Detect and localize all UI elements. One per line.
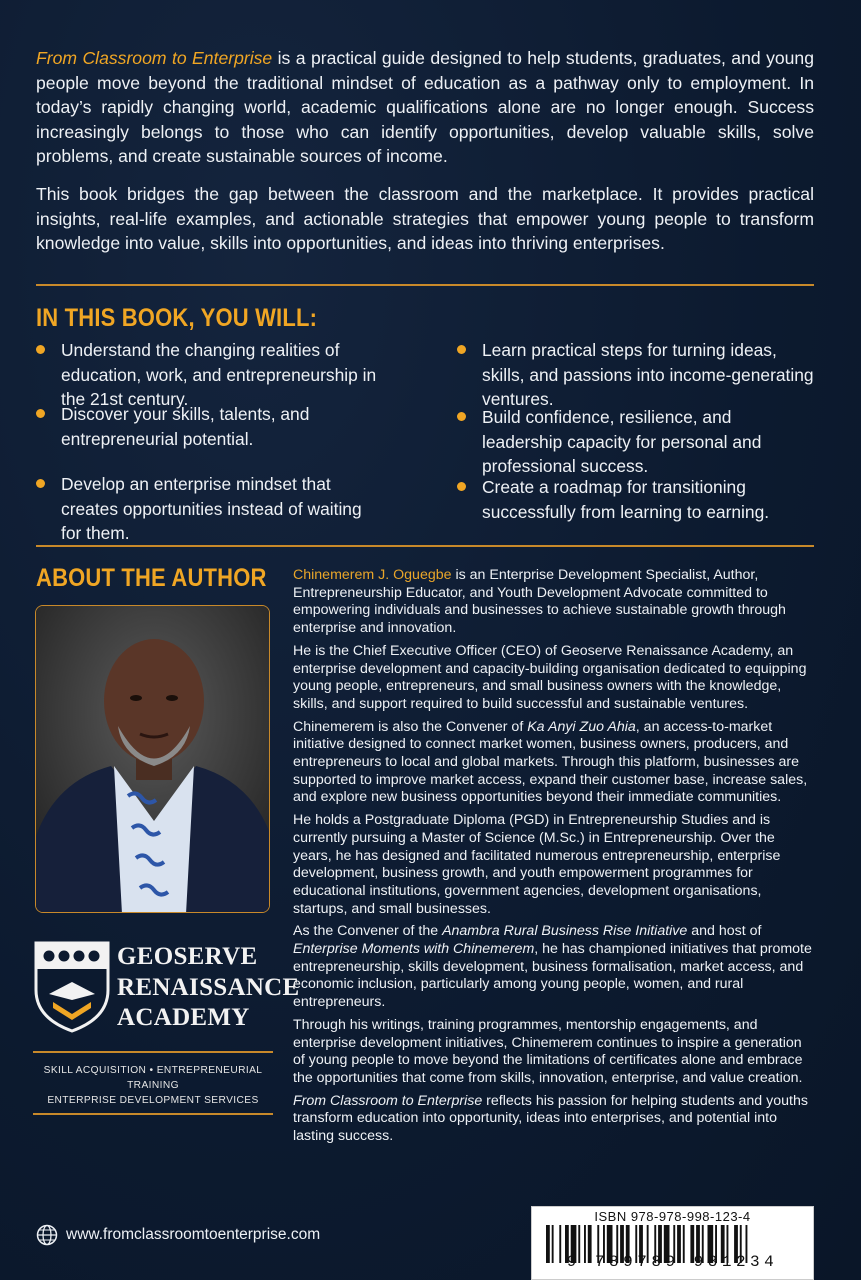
bio-paragraph: Chinemerem is also the Convener of Ka Anyi Zuo Ahia, an access-to-market initiative designed to connect market women, business owners, producers, and entrepreneurs to local and global markets. Through this platform, businesses are supported to improve market access, expand their customer base, increase sales, and explore new business opportunities beyond their immediate communities. — [293, 718, 808, 806]
author-portrait-icon — [36, 606, 270, 913]
isbn-digits: 9 789789 981234 — [566, 1253, 779, 1271]
bullet-dot-icon — [457, 482, 466, 491]
bullet-dot-icon — [36, 345, 45, 354]
academy-tagline: SKILL ACQUISITION • ENTREPRENEURIAL TRAINING ENTERPRISE DEVELOPMENT SERVICES — [43, 1065, 263, 1106]
bullet-item: Learn practical steps for turning ideas, skills, and passions into income-generating ventures. — [457, 338, 815, 412]
bullet-dot-icon — [457, 412, 466, 421]
intro-paragraph-2: This book bridges the gap between the classroom and the marketplace. It provides practical insights, real-life examples, and actionable strategies that empower young people to transform knowledge into value, skills into opportunities, and ideas into thriving enterprises. — [36, 183, 814, 254]
bio-paragraph: He is the Chief Executive Officer (CEO) of Geoserve Renaissance Academy, an enterprise development and capacity-building organisation dedicated to equipping young people, entrepreneurs, and small business owners with the knowledge, skills, and support required to build successful and sustainable ventures. — [293, 642, 807, 712]
divider — [33, 1051, 273, 1053]
website-link[interactable]: www.fromclassroomtoenterprise.com — [66, 1226, 321, 1243]
bullet-dot-icon — [36, 409, 45, 418]
bullet-item: Create a roadmap for transitioning successfully from learning to earning. — [457, 475, 815, 524]
academy-name: GEOSERVE RENAISSANCE ACADEMY — [117, 943, 300, 1031]
bullet-dot-icon — [36, 479, 45, 488]
in-this-book-heading: IN THIS BOOK, YOU WILL: — [36, 304, 318, 332]
bullet-item: Discover your skills, talents, and entrepreneurial potential. — [36, 402, 336, 451]
bio-paragraph: From Classroom to Enterprise reflects his passion for helping students and youths transform education into opportunity, ideas into enterprises, and potential into lasting success. — [293, 1092, 808, 1145]
divider — [36, 284, 814, 286]
bullet-item: Develop an enterprise mindset that creates opportunities instead of waiting for them. — [36, 472, 381, 546]
shield-logo-icon — [33, 940, 111, 1034]
bio-paragraph: Through his writings, training programmes, mentorship engagements, and enterprise development initiatives, Chinemerem continues to inspire a generation of young people to move beyond the limitations of certificates alone and embrace the opportunities that come from skills, innovation, enterprise, and value creation. — [293, 1016, 803, 1086]
intro-section — [36, 46, 814, 269]
bullet-dot-icon — [457, 345, 466, 354]
isbn-barcode — [531, 1206, 814, 1280]
intro-paragraph-1: From Classroom to Enterprise is a practical guide designed to help students, graduates, and young people move beyond the traditional mindset of education as a pathway only to employment. In today’s rapidly changing world, academic qualifications alone are no longer enough. Success increasingly belongs to those who can identify opportunities, develop valuable skills, solve problems, and create sustainable sources of income. — [36, 48, 815, 167]
about-author-heading: ABOUT THE AUTHOR — [36, 564, 267, 592]
author-name: Chinemerem J. Oguegbe — [293, 567, 452, 583]
bullet-item: Understand the changing realities of education, work, and entrepreneurship in the 21st century. — [36, 338, 396, 412]
divider — [33, 1113, 273, 1115]
book-title: From Classroom to Enterprise — [36, 48, 273, 68]
bio-paragraph: Chinemerem J. Oguegbe is an Enterprise Development Specialist, Author, Entrepreneurship Educator, and Youth Development Advocate committed to empowering individuals and businesses to achieve sustainable growth through enterprise and innovation. — [293, 567, 786, 637]
bullet-item: Build confidence, resilience, and leadership capacity for personal and professional success. — [457, 405, 815, 479]
bio-paragraph: As the Convener of the Anambra Rural Business Rise Initiative and host of Enterprise Moments with Chinemerem, he has championed initiatives that promote entrepreneurship, skills development, business formalisation, market access, and economic inclusion, particularly among young people, women, and rural entrepreneurs. — [293, 923, 812, 1011]
globe-icon — [36, 1224, 58, 1246]
website[interactable] — [36, 1224, 320, 1246]
divider — [36, 545, 814, 547]
isbn-label: ISBN 978-978-998-123-4 — [594, 1209, 751, 1224]
bio-paragraph: He holds a Postgraduate Diploma (PGD) in Entrepreneurship Studies and is currently pursuing a Master of Science (M.Sc.) in Entrepreneurship. Over the years, he has designed and facilitated numerous entrepreneurship, enterprise development, business growth, and youth empowerment programmes for educational institutions, government agencies, development organisations, startups, and small businesses. — [293, 812, 781, 917]
author-bio — [293, 567, 813, 1151]
author-photo — [35, 605, 270, 913]
